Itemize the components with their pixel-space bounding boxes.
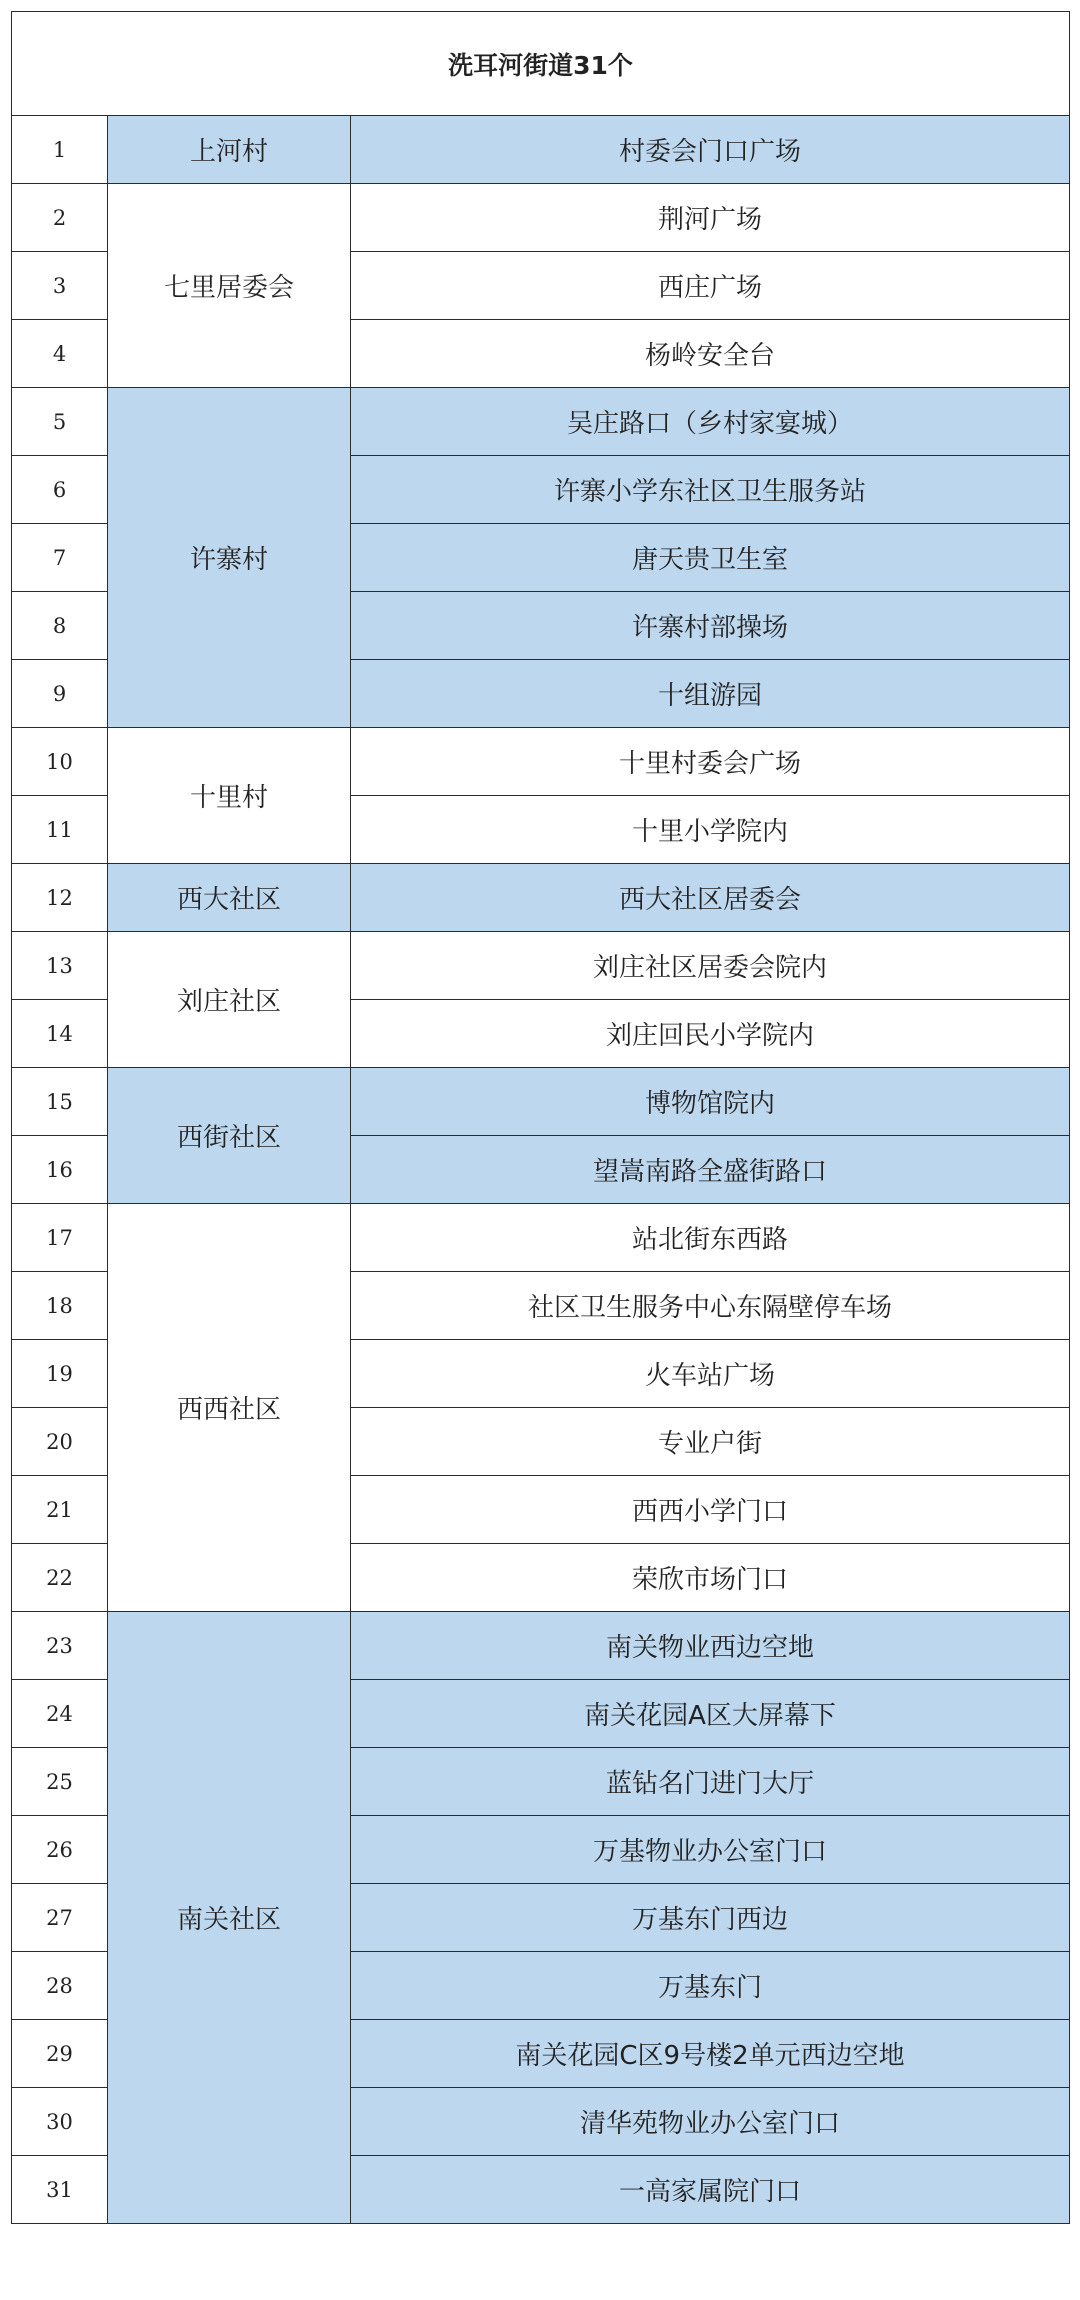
location-name: 吴庄路口（乡村家宴城） (351, 388, 1070, 456)
location-name: 西庄广场 (351, 252, 1070, 320)
row-number: 19 (12, 1340, 108, 1408)
location-name: 南关花园A区大屏幕下 (351, 1680, 1070, 1748)
location-name: 社区卫生服务中心东隔壁停车场 (351, 1272, 1070, 1340)
row-number: 28 (12, 1952, 108, 2020)
village-name: 许寨村 (108, 388, 351, 728)
location-name: 许寨村部操场 (351, 592, 1070, 660)
location-name: 南关花园C区9号楼2单元西边空地 (351, 2020, 1070, 2088)
row-number: 8 (12, 592, 108, 660)
village-name: 南关社区 (108, 1612, 351, 2224)
location-name: 一高家属院门口 (351, 2156, 1070, 2224)
row-number: 4 (12, 320, 108, 388)
table-row (12, 864, 1070, 932)
row-number: 5 (12, 388, 108, 456)
location-name: 站北街东西路 (351, 1204, 1070, 1272)
village-name: 西街社区 (108, 1068, 351, 1204)
location-name: 万基物业办公室门口 (351, 1816, 1070, 1884)
table-row (12, 388, 1070, 456)
row-number: 9 (12, 660, 108, 728)
row-number: 17 (12, 1204, 108, 1272)
location-name: 蓝钻名门进门大厅 (351, 1748, 1070, 1816)
location-name: 荣欣市场门口 (351, 1544, 1070, 1612)
location-name: 刘庄社区居委会院内 (351, 932, 1070, 1000)
row-number: 11 (12, 796, 108, 864)
row-number: 23 (12, 1612, 108, 1680)
location-name: 西大社区居委会 (351, 864, 1070, 932)
row-number: 20 (12, 1408, 108, 1476)
location-name: 万基东门 (351, 1952, 1070, 2020)
row-number: 25 (12, 1748, 108, 1816)
village-name: 刘庄社区 (108, 932, 351, 1068)
row-number: 30 (12, 2088, 108, 2156)
location-name: 专业户街 (351, 1408, 1070, 1476)
table-title: 洗耳河街道31个 (12, 12, 1070, 116)
table-row (12, 184, 1070, 252)
location-name: 西西小学门口 (351, 1476, 1070, 1544)
row-number: 26 (12, 1816, 108, 1884)
row-number: 21 (12, 1476, 108, 1544)
table-row (12, 116, 1070, 184)
location-name: 博物馆院内 (351, 1068, 1070, 1136)
row-number: 22 (12, 1544, 108, 1612)
table-row (12, 728, 1070, 796)
title-row (12, 12, 1070, 116)
row-number: 27 (12, 1884, 108, 1952)
row-number: 16 (12, 1136, 108, 1204)
row-number: 18 (12, 1272, 108, 1340)
row-number: 7 (12, 524, 108, 592)
location-name: 荆河广场 (351, 184, 1070, 252)
row-number: 1 (12, 116, 108, 184)
location-name: 火车站广场 (351, 1340, 1070, 1408)
row-number: 29 (12, 2020, 108, 2088)
row-number: 6 (12, 456, 108, 524)
table-row (12, 1204, 1070, 1272)
village-name: 上河村 (108, 116, 351, 184)
village-name: 西西社区 (108, 1204, 351, 1612)
row-number: 3 (12, 252, 108, 320)
location-name: 清华苑物业办公室门口 (351, 2088, 1070, 2156)
table-row (12, 1068, 1070, 1136)
row-number: 14 (12, 1000, 108, 1068)
row-number: 12 (12, 864, 108, 932)
site-table-body (12, 12, 1070, 2224)
location-name: 万基东门西边 (351, 1884, 1070, 1952)
location-name: 唐天贵卫生室 (351, 524, 1070, 592)
row-number: 15 (12, 1068, 108, 1136)
village-name: 十里村 (108, 728, 351, 864)
location-name: 村委会门口广场 (351, 116, 1070, 184)
village-name: 西大社区 (108, 864, 351, 932)
location-name: 十里小学院内 (351, 796, 1070, 864)
site-table-container (11, 11, 1069, 2288)
table-row (12, 1612, 1070, 1680)
site-table (11, 11, 1070, 2224)
location-name: 望嵩南路全盛街路口 (351, 1136, 1070, 1204)
row-number: 10 (12, 728, 108, 796)
location-name: 刘庄回民小学院内 (351, 1000, 1070, 1068)
row-number: 13 (12, 932, 108, 1000)
location-name: 杨岭安全台 (351, 320, 1070, 388)
village-name: 七里居委会 (108, 184, 351, 388)
location-name: 南关物业西边空地 (351, 1612, 1070, 1680)
row-number: 2 (12, 184, 108, 252)
location-name: 十里村委会广场 (351, 728, 1070, 796)
table-row (12, 932, 1070, 1000)
location-name: 十组游园 (351, 660, 1070, 728)
row-number: 31 (12, 2156, 108, 2224)
location-name: 许寨小学东社区卫生服务站 (351, 456, 1070, 524)
row-number: 24 (12, 1680, 108, 1748)
